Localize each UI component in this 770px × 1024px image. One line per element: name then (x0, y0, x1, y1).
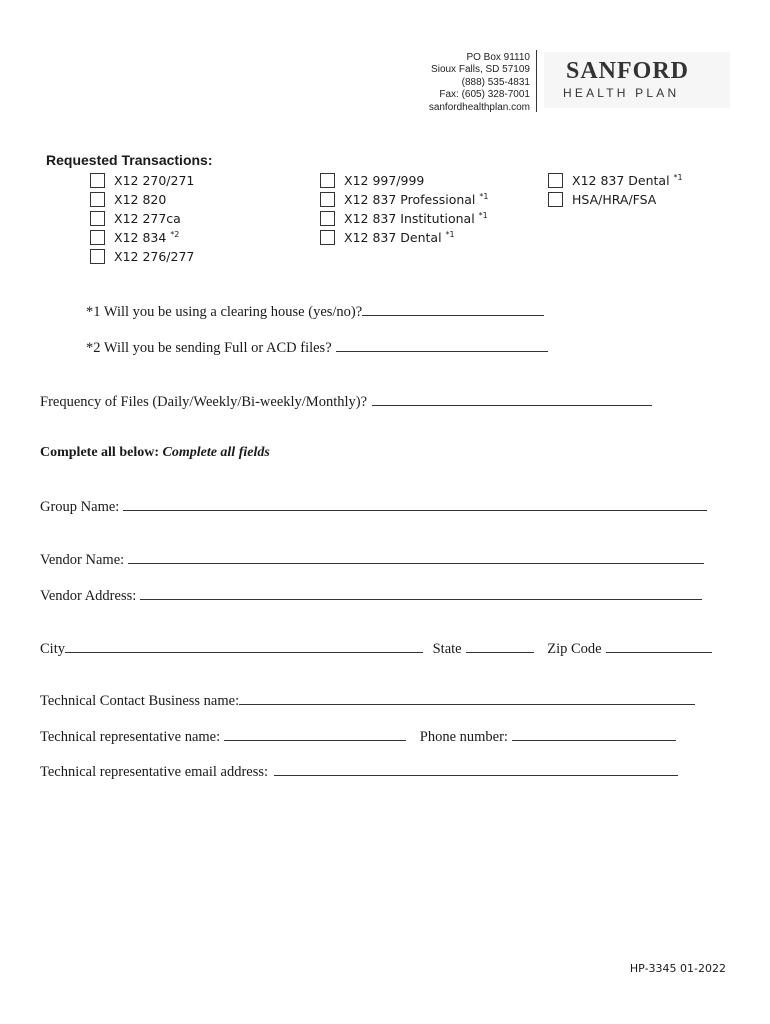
full-acd-input[interactable] (336, 338, 548, 352)
address-line: (888) 535-4831 (461, 76, 530, 88)
clearing-house-question: *1 Will you be using a clearing house (yes/no)? (86, 302, 544, 321)
address-block (429, 52, 530, 114)
checkbox[interactable] (90, 249, 105, 264)
full-acd-question: *2 Will you be sending Full or ACD files? (86, 338, 548, 357)
clearing-house-input[interactable] (362, 302, 544, 316)
sanford-logo (544, 52, 730, 108)
tech-email-field: Technical representative email address: (40, 762, 678, 781)
checkbox-item: X12 837 Professional $^{*1}$ (320, 190, 488, 209)
checkbox[interactable] (90, 173, 105, 188)
address-line: PO Box 91110 (466, 52, 530, 63)
form-number: HP-3345 01-2022 (629, 962, 726, 975)
frequency-question: Frequency of Files (Daily/Weekly/Bi-weekly/Monthly)? (40, 392, 652, 411)
logo-wordmark: SANFORD (566, 58, 690, 84)
transactions-column-2 (320, 171, 488, 247)
checkbox-item: X12 270/271 (90, 171, 194, 190)
tech-rep-phone-field: Technical representative name: Phone number: (40, 727, 676, 746)
zip-input[interactable] (606, 639, 712, 653)
checkbox-item: HSA/HRA/FSA (548, 190, 683, 209)
vendor-name-input[interactable] (128, 550, 704, 564)
checkbox-item: X12 277ca (90, 209, 194, 228)
checkbox-item: X12 997/999 (320, 171, 488, 190)
checkbox[interactable] (90, 211, 105, 226)
requested-transactions-title: Requested Transactions: (46, 152, 213, 168)
vendor-address-input[interactable] (140, 586, 702, 600)
address-line: Fax: (605) 328-7001 (439, 89, 530, 101)
checkbox[interactable] (320, 173, 335, 188)
checkbox[interactable] (90, 230, 105, 245)
group-name-input[interactable] (123, 497, 707, 511)
vendor-name-field: Vendor Name: (40, 550, 704, 569)
tech-email-input[interactable] (274, 762, 678, 776)
checkbox-item: X12 837 Dental $^{*1}$ (548, 171, 683, 190)
tech-business-input[interactable] (239, 691, 695, 705)
checkbox[interactable] (548, 173, 563, 188)
address-line: sanfordhealthplan.com (428, 101, 530, 113)
transactions-column-1 (90, 171, 194, 266)
checkbox-item: X12 276/277 (90, 247, 194, 266)
phone-input[interactable] (512, 727, 676, 741)
tech-rep-name-input[interactable] (224, 727, 406, 741)
frequency-input[interactable] (372, 392, 652, 406)
checkbox[interactable] (90, 192, 105, 207)
vendor-address-field: Vendor Address: (40, 586, 702, 605)
checkbox-item: X12 837 Dental $^{*1}$ (320, 228, 488, 247)
checkbox-item: X12 820 (90, 190, 194, 209)
logo-subtitle: HEALTH PLAN (563, 86, 680, 100)
group-name-field: Group Name: (40, 497, 707, 516)
checkbox[interactable] (320, 192, 335, 207)
tech-business-field: Technical Contact Business name: (40, 691, 695, 710)
transactions-column-3 (548, 171, 683, 209)
checkbox[interactable] (320, 230, 335, 245)
checkbox-item: X12 834 $^{*2}$ (90, 228, 194, 247)
address-line: Sioux Falls, SD 57109 (431, 64, 530, 76)
city-input[interactable] (65, 639, 423, 653)
city-state-zip-field: City State Zip Code (40, 639, 712, 658)
checkbox-item: X12 837 Institutional $^{*1}$ (320, 209, 488, 228)
checkbox[interactable] (320, 211, 335, 226)
complete-instruction: Complete all below: Complete all fields (40, 445, 270, 460)
checkbox[interactable] (548, 192, 563, 207)
header-divider (536, 50, 537, 112)
state-input[interactable] (466, 639, 534, 653)
